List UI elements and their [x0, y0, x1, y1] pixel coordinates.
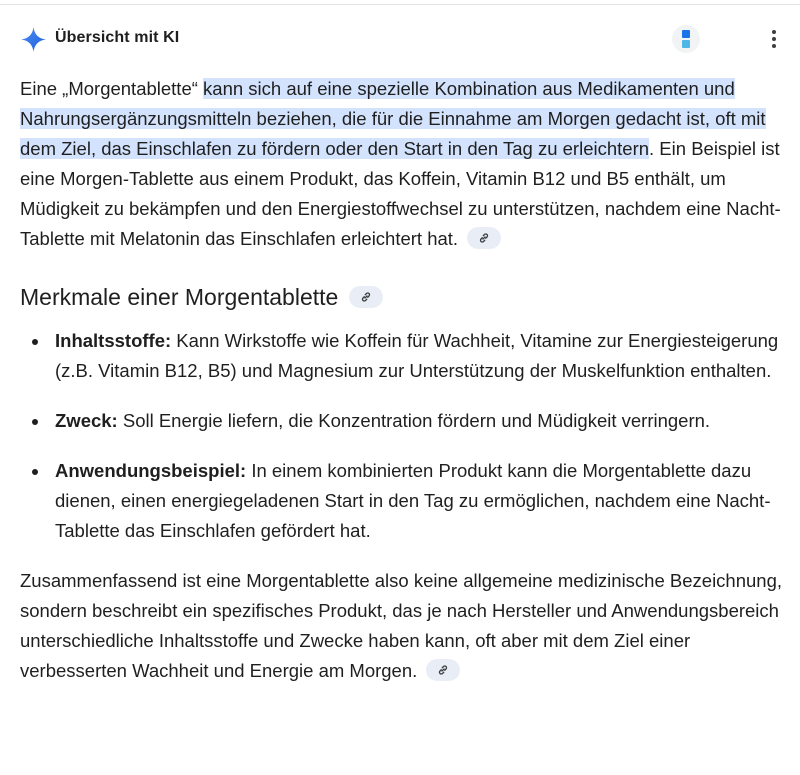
link-icon: [478, 232, 490, 244]
more-vert-icon[interactable]: [762, 27, 786, 51]
list-item: [20, 326, 782, 386]
section-heading: [20, 282, 782, 312]
sparkle-icon: [20, 26, 47, 53]
more-dot: [772, 37, 776, 41]
overview-content: [20, 74, 782, 686]
more-dot: [772, 44, 776, 48]
app-icon-dot-top: [682, 30, 690, 38]
intro-rest: . Ein Beispiel ist eine Morgen-Tablette aus einem Produkt, das Koffein, Vitamin B12 und B5 enthält, um Müdigkeit zu bekämpfen und den Energiestoffwechsel zu unterstützen, nachdem eine Nacht-Tablette mit Melatonin das Einschlafen erleichtert hat.: [20, 138, 781, 249]
item-term: Zweck:: [55, 410, 118, 431]
source-link-button[interactable]: [467, 227, 501, 249]
section-link-button[interactable]: [349, 286, 383, 308]
list-item: [20, 406, 782, 436]
more-dot: [772, 30, 776, 34]
features-list: [20, 326, 782, 546]
overview-header: [20, 24, 780, 54]
app-icon[interactable]: [672, 25, 700, 53]
top-divider: [0, 4, 800, 5]
item-text: In einem kombinierten Produkt kann die Morgentablette dazu dienen, einen energiegeladenen Start in den Tag zu ermöglichen, nachdem eine Nacht-Tablette das Einschlafen gefördert hat.: [55, 460, 771, 541]
list-item: [20, 456, 782, 546]
intro-paragraph: [20, 74, 782, 254]
app-icon-dot-bottom: [682, 40, 690, 48]
intro-highlight: kann sich auf eine spezielle Kombination aus Medikamenten und Nahrungsergänzungsmitteln beziehen, die für die Einnahme am Morgen gedacht ist, oft mit dem Ziel, das Einschlafen zu fördern oder den Start in den Tag zu erleichtern: [20, 78, 766, 159]
closing-text: Zusammenfassend ist eine Morgentablette also keine allgemeine medizinische Bezeichnung, sondern beschreibt ein spezifisches Produkt, das je nach Hersteller und Anwendungsbereich unterschiedliche Inhaltsstoffe und Zwecke haben kann, oft aber mit dem Ziel einer verbesserten Wachheit und Energie am Morgen.: [20, 570, 783, 681]
intro-lead: Eine „Morgentablette“: [20, 78, 204, 99]
header-title: Übersicht mit KI: [55, 29, 180, 46]
item-text: Kann Wirkstoffe wie Koffein für Wachheit, Vitamine zur Energiesteigerung (z.B. Vitamin B12, B5) und Magnesium zur Unterstützung der Muskelfunktion enthalten.: [55, 330, 779, 381]
closing-link-button[interactable]: [426, 659, 460, 681]
link-icon: [360, 291, 372, 303]
item-term: Anwendungsbeispiel:: [55, 460, 247, 481]
section-heading-text: Merkmale einer Morgentablette: [20, 284, 339, 310]
link-icon: [437, 664, 449, 676]
closing-paragraph: [20, 566, 782, 686]
item-text: Soll Energie liefern, die Konzentration fördern und Müdigkeit verringern.: [117, 410, 711, 431]
item-term: Inhaltsstoffe:: [55, 330, 172, 351]
